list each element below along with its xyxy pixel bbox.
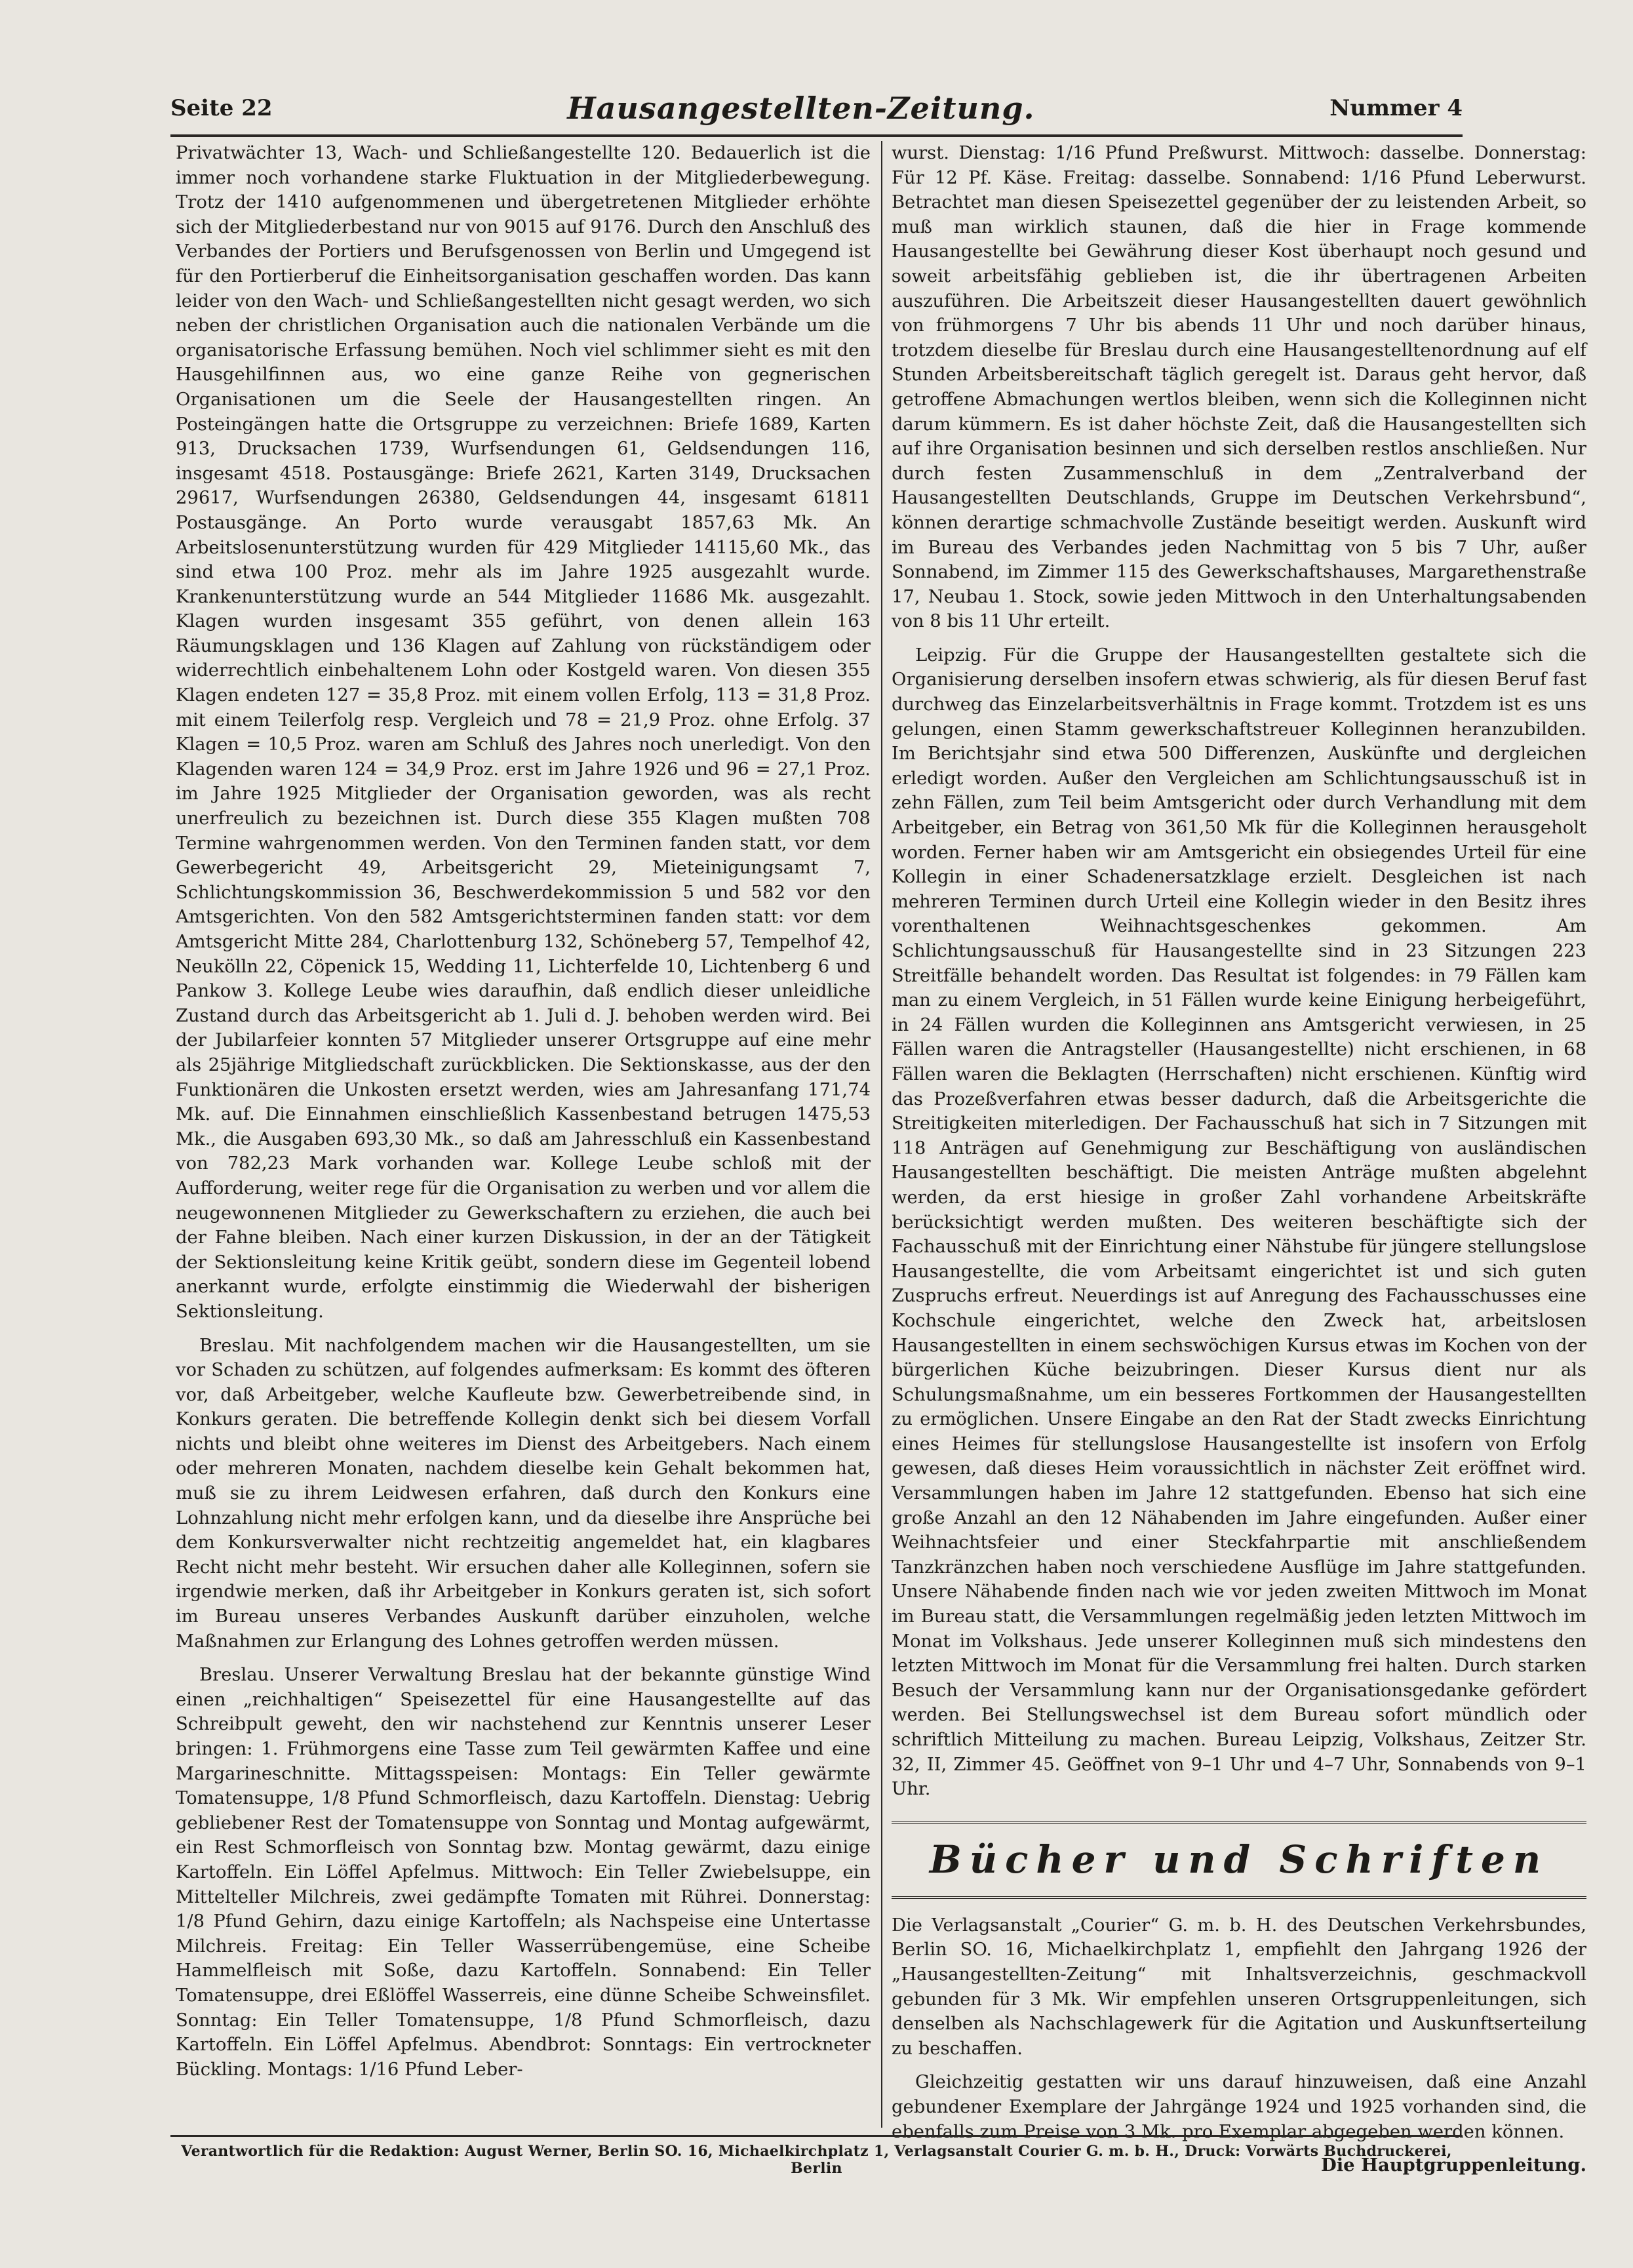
books-section-title: Bücher und Schriften [929, 1837, 1549, 1882]
books-paragraph-2: Gleichzeitig gestatten wir uns darauf hinzuweisen, daß eine Anzahl gebundener Exemplare der Jahrgänge 1924 und 1925 vorhanden sind, die ebenfalls zum Preise von 3 Mk. pro Exemplar abgegeben werden können. [892, 2072, 1586, 2142]
article-breslau-continued: wurst. Dienstag: 1/16 Pfund Preßwurst. Mittwoch: dasselbe. Donnerstag: Für 12 Pf. Käse. Freitag: dasselbe. Sonnabend: 1/16 Pfund Leberwurst. Betrachtet man diesen Speisezettel gegenüber der zu leistenden Arbeit, so muß man wirklich staunen, daß die hier in Frage kommende Hausangestellte bei Gewährung dieser Kost überhaupt noch gesund und soweit arbeitsfähig geblieben ist, die ihr übertragenen Arbeiten auszuführen. Die Arbeitszeit dieser Hausangestellten dauert gewöhnlich von frühmorgens 7 Uhr bis abends 11 Uhr und noch darüber hinaus, trotzdem dieselbe für Breslau durch eine Hausangestelltenordnung auf elf Stunden Arbeitsbereitschaft täglich geregelt ist. Daraus geht hervor, daß getroffene Abmachungen wertlos bleiben, wenn sich die Kolleginnen nicht darum kümmern. Es ist daher höchste Zeit, daß die Hausangestellten sich auf ihre Organisation besinnen und sich derselben restlos anschließen. Nur durch festen Zusammenschluß in dem „Zentralverband der Hausangestellten Deutschlands, Gruppe im Deutschen Verkehrsbund“, können derartige schmachvolle Zustände beseitigt werden. Auskunft wird im Bureau des Verbandes jeden Nachmittag von 5 bis 7 Uhr, außer Sonnabend, im Zimmer 115 des Gewerkschaftshauses, Margarethenstraße 17, Neubau 1. Stock, sowie jeden Mittwoch in den Unterhaltungsabenden von 8 bis 11 Uhr erteilt. [892, 143, 1586, 632]
column-divider [881, 141, 882, 2128]
article-breslau-speisezettel: Breslau. Unserer Verwaltung Breslau hat der bekannte günstige Wind einen „reichhaltigen“ Speisezettel für eine Hausangestellte auf das Schreibpult geweht, den wir nachstehend zur Kenntnis unserer Leser bringen: 1. Frühmorgens eine Tasse zum Teil gewärmten Kaffee und eine Margarineschnitte. Mittagsspeisen: Montags: Ein Teller gewärmte Tomatensuppe, 1/8 Pfund Schmorfleisch, dazu Kartoffeln. Dienstag: Uebrig gebliebener Rest der Tomatensuppe von Sonntag und Montag aufgewärmt, ein Rest Schmorfleisch von Sonntag bzw. Montag gewärmt, dazu einige Kartoffeln. Ein Löffel Apfelmus. Mittwoch: Ein Teller Zwiebelsuppe, ein Mittelteller Milchreis, zwei gedämpfte Tomaten mit Rührei. Donnerstag: 1/8 Pfund Gehirn, dazu einige Kartoffeln; als Nachspeise eine Untertasse Milchreis. Freitag: Ein Teller Wasserrübengemüse, eine Scheibe Hammelfleisch mit Soße, dazu Kartoffeln. Sonnabend: Ein Teller Tomatensuppe, drei Eßlöffel Wasserreis, eine dünne Scheibe Schweinsfilet. Sonntag: Ein Teller Tomatensuppe, 1/8 Pfund Schmorfleisch, dazu Kartoffeln. Ein Löffel Apfelmus. Abendbrot: Sonntags: Ein vertrockneter Bückling. Montags: 1/16 Pfund Leber- [176, 1665, 871, 2080]
newspaper-title: Hausangestellten-Zeitung. [567, 90, 1035, 126]
page-header [170, 85, 1463, 131]
article-leipzig: Leipzig. Für die Gruppe der Hausangestellten gestaltete sich die Organisierung derselben insofern etwas schwierig, als für diesen Beruf fast durchweg das Einzelarbeitsverhältnis in Frage kommt. Trotzdem ist es uns gelungen, einen Stamm gewerkschaftstreuer Kolleginnen heranzubilden. Im Berichtsjahr sind etwa 500 Differenzen, Auskünfte und dergleichen erledigt worden. Außer den Vergleichen am Schlichtungsausschuß ist in zehn Fällen, zum Teil beim Amtsgericht oder durch Verhandlung mit dem Arbeitgeber, ein Betrag von 361,50 Mk für die Kolleginnen herausgeholt worden. Ferner haben wir am Amtsgericht ein obsiegendes Urteil für eine Kollegin in einer Schadenersatzklage erzielt. Desgleichen ist nach mehreren Terminen durch Urteil eine Kollegin wieder in den Besitz ihres vorenthaltenen Weihnachtsgeschenkes gekommen. Am Schlichtungsausschuß für Hausangestellte sind in 23 Sitzungen 223 Streitfälle behandelt worden. Das Resultat ist folgendes: in 79 Fällen kam man zu einem Vergleich, in 51 Fällen wurde keine Einigung herbeigeführt, in 24 Fällen wurden die Kolleginnen ans Amtsgericht verwiesen, in 25 Fällen waren die Antragsteller (Hausangestellte) nicht erschienen, in 68 Fällen waren die Beklagten (Herrschaften) nicht erschienen. Künftig wird das Prozeßverfahren etwas besser dadurch, daß die Arbeitsgerichte die Streitigkeiten miterledigen. Der Fachausschuß hat sich in 7 Sitzungen mit 118 Anträgen auf Genehmigung zur Beschäftigung von ausländischen Hausangestellten beschäftigt. Die meisten Anträge mußten abgelehnt werden, da erst hiesige in großer Zahl vorhandene Arbeitskräfte berücksichtigt werden mußten. Des weiteren beschäftigte sich der Fachausschuß mit der Einrichtung einer Nähstube für jüngere stellungslose Hausangestellte, die vom Arbeitsamt eingerichtet ist und sich guten Zuspruchs erfreut. Neuerdings ist auf Anregung des Fachausschusses eine Kochschule eingerichtet, welche den Zweck hat, arbeitslosen Hausangestellten in einem sechswöchigen Kursus etwas im Kochen von der bürgerlichen Küche beizubringen. Dieser Kursus dient nur als Schulungsmaßnahme, um ein besseres Fortkommen der Hausangestellten zu ermöglichen. Unsere Eingabe an den Rat der Stadt zwecks Einrichtung eines Heimes für stellungslose Hausangestellte ist insofern von Erfolg gewesen, daß dieses Heim voraussichtlich in nächster Zeit eröffnet wird. Versammlungen haben im Jahre 12 stattgefunden. Ebenso hat sich eine große Anzahl an den 12 Nähabenden im Jahre eingefunden. Außer einer Weihnachtsfeier und einer Steckfahrpartie mit anschließendem Tanzkränzchen haben noch verschiedene Ausflüge im Jahre stattgefunden. Unsere Nähabende finden nach wie vor jeden zweiten Mittwoch im Monat im Bureau statt, die Versammlungen regelmäßig jeden letzten Mittwoch im Monat im Volkshaus. Jede unserer Kolleginnen muß sich mindestens den letzten Mittwoch im Monat für die Versammlung frei halten. Durch starken Besuch der Versammlung kann nur der Organisationsgedanke gefördert werden. Bei Stellungswechsel ist dem Bureau sofort mündlich oder schriftlich Mitteilung zu machen. Bureau Leipzig, Volkshaus, Zeitzer Str. 32, II, Zimmer 45. Geöffnet von 9–1 Uhr und 4–7 Uhr, Sonnabends von 9–1 Uhr. [892, 645, 1586, 1800]
page-number: Seite 22 [170, 95, 273, 121]
article-berlin-report: Privatwächter 13, Wach- und Schließangestellte 120. Bedauerlich ist die immer noch vorhandene starke Fluktuation in der Mitgliederbewegung. Trotz der 1410 aufgenommenen und übergetretenen Mitglieder erhöhte sich der Mitgliederbestand nur von 9015 auf 9176. Durch den Anschluß des Verbandes der Portiers und Berufsgenossen von Berlin und Umgegend ist für den Portierberuf die Einheitsorganisation geschaffen worden. Das kann leider von den Wach- und Schließangestellten nicht gesagt werden, wo sich neben der christlichen Organisation auch die nationalen Verbände um die organisatorische Erfassung bemühen. Noch viel schlimmer sieht es mit den Hausgehilfinnen aus, wo eine ganze Reihe von gegnerischen Organisationen um die Seele der Hausangestellten ringen. An Posteingängen hatte die Ortsgruppe zu verzeichnen: Briefe 1689, Karten 913, Drucksachen 1739, Wurfsendungen 61, Geldsendungen 116, insgesamt 4518. Postausgänge: Briefe 2621, Karten 3149, Drucksachen 29617, Wurfsendungen 26380, Geldsendungen 44, insgesamt 61811 Postausgänge. An Porto wurde verausgabt 1857,63 Mk. An Arbeitslosenunterstützung wurden für 429 Mitglieder 14115,60 Mk., das sind etwa 100 Proz. mehr als im Jahre 1925 ausgezahlt wurde. Krankenunterstützung wurde an 544 Mitglieder 11686 Mk. ausgezahlt. Klagen wurden insgesamt 355 geführt, von denen allein 163 Räumungsklagen und 136 Klagen auf Zahlung von rückständigem oder widerrechtlich einbehaltenem Lohn oder Kostgeld waren. Von diesen 355 Klagen endeten 127 = 35,8 Proz. mit einem vollen Erfolg, 113 = 31,8 Proz. mit einem Teilerfolg resp. Vergleich und 78 = 21,9 Proz. ohne Erfolg. 37 Klagen = 10,5 Proz. waren am Schluß des Jahres noch unerledigt. Von den Klagenden waren 124 = 34,9 Proz. erst im Jahre 1926 und 96 = 27,1 Proz. im Jahre 1925 Mitglieder der Organisation geworden, was als recht unerfreulich zu bezeichnen ist. Durch diese 355 Klagen mußten 708 Termine wahrgenommen werden. Von den Terminen fanden statt, vor dem Gewerbegericht 49, Arbeitsgericht 29, Mieteinigungsamt 7, Schlichtungskommission 36, Beschwerdekommission 5 und 582 vor den Amtsgerichten. Von den 582 Amtsgerichtsterminen fanden statt: vor dem Amtsgericht Mitte 284, Charlottenburg 132, Schöneberg 57, Tempelhof 42, Neukölln 22, Cöpenick 15, Wedding 11, Lichterfelde 10, Lichtenberg 6 und Pankow 3. Kollege Leube wies daraufhin, daß endlich dieser unleidliche Zustand durch das Arbeitsgericht ab 1. Juli d. J. behoben werden wird. Bei der Jubilarfeier konnten 57 Mitglieder unserer Ortsgruppe auf eine mehr als 25jährige Mitgliedschaft zurückblicken. Die Sektionskasse, aus der den Funktionären die Unkosten ersetzt werden, wies am Jahresanfang 171,74 Mk. auf. Die Einnahmen einschließlich Kassenbestand betrugen 1475,53 Mk., die Ausgaben 693,30 Mk., so daß am Jahresschluß ein Kassenbestand von 782,23 Mark vorhanden war. Kollege Leube schloß mit der Aufforderung, weiter rege für die Organisation zu werben und vor allem die neugewonnenen Mitglieder zu Gewerkschaftern zu erziehen, die auch bei der Fahne bleiben. Nach einer kurzen Diskussion, in der an der Tätigkeit der Sektionsleitung keine Kritik geübt, sondern diese im Gegenteil lobend anerkannt wurde, erfolgte einstimmig die Wiederwahl der bisherigen Sektionsleitung. [176, 143, 871, 1322]
books-paragraph-1: Die Verlagsanstalt „Courier“ G. m. b. H. des Deutschen Verkehrsbundes, Berlin SO. 16, Michaelkirchplatz 1, empfiehlt den Jahrgang 1926 der „Hausangestellten-Zeitung“ mit Inhaltsverzeichnis, geschmackvoll gebunden für 3 Mk. Wir empfehlen unseren Ortsgruppenleitungen, sich denselben als Nachschlagewerk für die Agitation und Auskunftserteilung zu beschaffen. [892, 1915, 1586, 2059]
right-column [892, 141, 1586, 2178]
imprint-footer: Verantwortlich für die Redaktion: August Werner, Berlin SO. 16, Michaelkirchplatz 1, Verlagsanstalt Courier G. m. b. H., Druck: Vorwärts Buchdruckerei, Berlin [181, 2143, 1452, 2177]
books-signature: Die Hauptgruppenleitung. [1320, 2155, 1586, 2176]
footer-rule [170, 2135, 1463, 2137]
left-column [176, 141, 871, 2091]
header-rule [170, 134, 1463, 137]
article-breslau-konkurs: Breslau. Mit nachfolgendem machen wir die Hausangestellten, um sie vor Schaden zu schützen, auf folgendes aufmerksam: Es kommt des öfteren vor, daß Arbeitgeber, welche Kaufleute bzw. Gewerbetreibende sind, in Konkurs geraten. Die betreffende Kollegin denkt sich bei diesem Vorfall nichts und bleibt ohne weiteres im Dienst des Arbeitgebers. Nach einem oder mehreren Monaten, nachdem dieselbe kein Gehalt bekommen hat, muß sie zu ihrem Leidwesen erfahren, daß durch den Konkurs eine Lohnzahlung nicht mehr erfolgen kann, und da dieselbe ihre Ansprüche bei dem Konkursverwalter nicht rechtzeitig angemeldet hat, ein klagbares Recht nicht mehr besteht. Wir ersuchen daher alle Kolleginnen, sofern sie irgendwie merken, daß ihr Arbeitgeber in Konkurs geraten ist, sich sofort im Bureau unseres Verbandes Auskunft darüber einzuholen, welche Maßnahmen zur Erlangung des Lohnes getroffen werden müssen. [176, 1335, 871, 1652]
books-section-header [892, 1821, 1586, 1899]
issue-number: Nummer 4 [1329, 95, 1463, 121]
